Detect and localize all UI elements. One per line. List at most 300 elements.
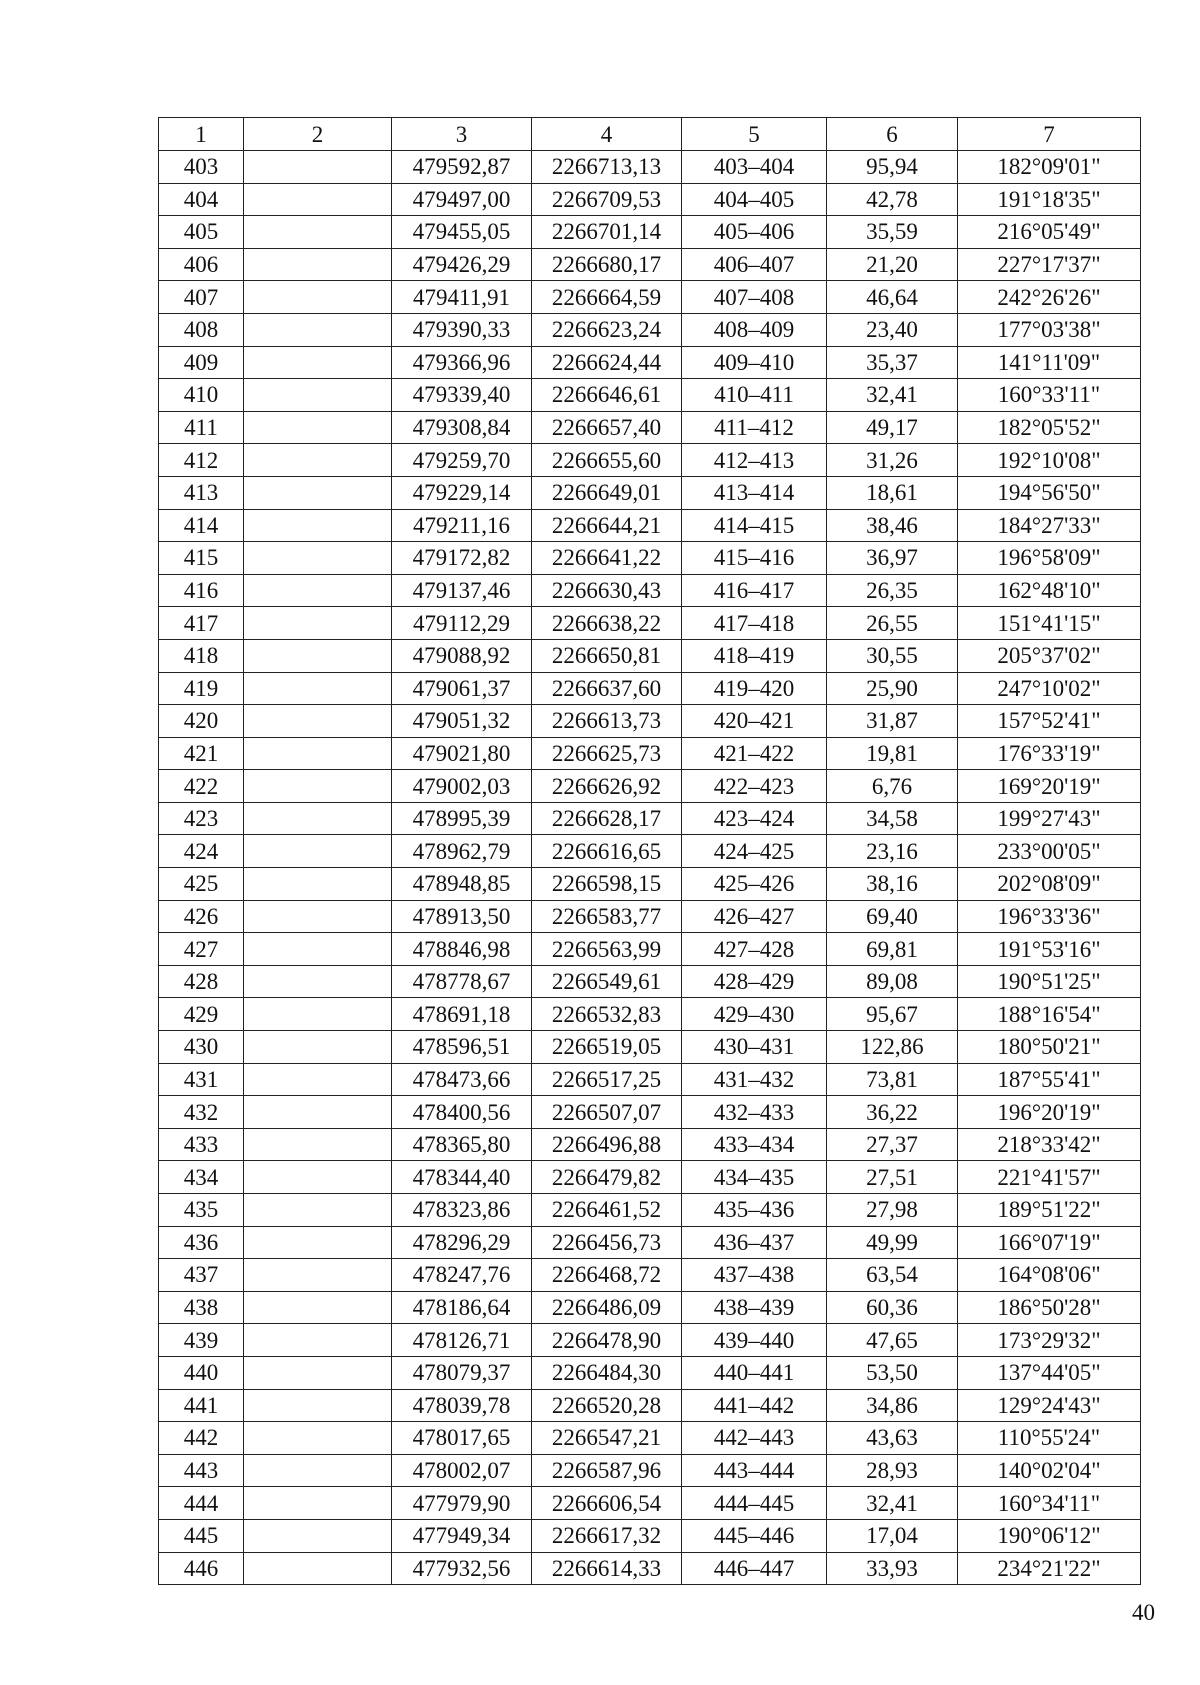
table-cell-col-2 (244, 476, 392, 509)
table-cell-col-6: 42,78 (827, 183, 958, 216)
table-cell-col-2 (244, 802, 392, 835)
table-cell-col-2 (244, 737, 392, 770)
table-cell-col-7: 129°24'43" (958, 1389, 1141, 1422)
table-cell-col-5: 415–416 (682, 542, 827, 575)
table-cell-col-6: 26,55 (827, 607, 958, 640)
table-cell-col-7: 169°20'19" (958, 770, 1141, 803)
table-cell-col-1: 432 (159, 1096, 244, 1129)
table-row (159, 1454, 1141, 1487)
table-cell-col-5: 405–406 (682, 216, 827, 249)
table-cell-col-1: 427 (159, 933, 244, 966)
table-cell-col-5: 408–409 (682, 313, 827, 346)
table-cell-col-2 (244, 933, 392, 966)
table-cell-col-3: 478365,80 (392, 1128, 532, 1161)
table-cell-col-6: 31,26 (827, 444, 958, 477)
table-cell-col-1: 429 (159, 998, 244, 1031)
table-cell-col-3: 479411,91 (392, 281, 532, 314)
table-cell-col-3: 479592,87 (392, 151, 532, 184)
table-row (159, 1519, 1141, 1552)
table-cell-col-2 (244, 1487, 392, 1520)
table-cell-col-3: 479137,46 (392, 574, 532, 607)
table-cell-col-3: 477979,90 (392, 1487, 532, 1520)
table-cell-col-2 (244, 444, 392, 477)
table-cell-col-4: 2266713,13 (532, 151, 682, 184)
table-cell-col-7: 247°10'02" (958, 672, 1141, 705)
table-cell-col-4: 2266456,73 (532, 1226, 682, 1259)
table-cell-col-2 (244, 542, 392, 575)
table-row (159, 900, 1141, 933)
table-cell-col-7: 184°27'33" (958, 509, 1141, 542)
table-cell-col-7: 190°06'12" (958, 1519, 1141, 1552)
table-cell-col-2 (244, 607, 392, 640)
table-row (159, 1194, 1141, 1227)
table-cell-col-2 (244, 1519, 392, 1552)
table-cell-col-2 (244, 672, 392, 705)
table-cell-col-4: 2266613,73 (532, 705, 682, 738)
table-cell-col-5: 422–423 (682, 770, 827, 803)
table-cell-col-5: 446–447 (682, 1552, 827, 1585)
table-cell-col-7: 177°03'38" (958, 313, 1141, 346)
table-cell-col-7: 162°48'10" (958, 574, 1141, 607)
table-cell-col-1: 445 (159, 1519, 244, 1552)
table-cell-col-7: 196°33'36" (958, 900, 1141, 933)
table-cell-col-6: 17,04 (827, 1519, 958, 1552)
table-cell-col-5: 419–420 (682, 672, 827, 705)
column-header-1: 1 (159, 118, 244, 151)
table-cell-col-5: 418–419 (682, 639, 827, 672)
column-header-3: 3 (392, 118, 532, 151)
table-row (159, 802, 1141, 835)
table-cell-col-5: 409–410 (682, 346, 827, 379)
table-cell-col-3: 478913,50 (392, 900, 532, 933)
table-cell-col-2 (244, 509, 392, 542)
table-cell-col-7: 137°44'05" (958, 1356, 1141, 1389)
table-cell-col-7: 191°53'16" (958, 933, 1141, 966)
table-cell-col-6: 31,87 (827, 705, 958, 738)
table-cell-col-4: 2266625,73 (532, 737, 682, 770)
table-cell-col-6: 33,93 (827, 1552, 958, 1585)
table-cell-col-4: 2266468,72 (532, 1259, 682, 1292)
table-row (159, 444, 1141, 477)
table-cell-col-6: 43,63 (827, 1422, 958, 1455)
table-cell-col-3: 478039,78 (392, 1389, 532, 1422)
table-cell-col-4: 2266547,21 (532, 1422, 682, 1455)
table-cell-col-7: 173°29'32" (958, 1324, 1141, 1357)
table-cell-col-1: 421 (159, 737, 244, 770)
table-cell-col-1: 407 (159, 281, 244, 314)
table-cell-col-4: 2266520,28 (532, 1389, 682, 1422)
table-cell-col-5: 433–434 (682, 1128, 827, 1161)
table-cell-col-5: 445–446 (682, 1519, 827, 1552)
table-cell-col-6: 34,86 (827, 1389, 958, 1422)
table-cell-col-5: 420–421 (682, 705, 827, 738)
table-cell-col-1: 418 (159, 639, 244, 672)
table-cell-col-6: 18,61 (827, 476, 958, 509)
table-cell-col-4: 2266549,61 (532, 965, 682, 998)
table-cell-col-2 (244, 1324, 392, 1357)
table-cell-col-7: 227°17'37" (958, 248, 1141, 281)
table-cell-col-1: 435 (159, 1194, 244, 1227)
table-cell-col-2 (244, 1161, 392, 1194)
table-cell-col-7: 141°11'09" (958, 346, 1141, 379)
table-row (159, 835, 1141, 868)
table-cell-col-6: 23,16 (827, 835, 958, 868)
table-cell-col-1: 439 (159, 1324, 244, 1357)
table-cell-col-4: 2266637,60 (532, 672, 682, 705)
table-cell-col-3: 479061,37 (392, 672, 532, 705)
table-cell-col-7: 166°07'19" (958, 1226, 1141, 1259)
table-cell-col-2 (244, 1031, 392, 1064)
table-cell-col-3: 479002,03 (392, 770, 532, 803)
table-row (159, 216, 1141, 249)
table-cell-col-6: 122,86 (827, 1031, 958, 1064)
table-cell-col-6: 6,76 (827, 770, 958, 803)
table-cell-col-6: 38,46 (827, 509, 958, 542)
table-row (159, 639, 1141, 672)
table-cell-col-6: 23,40 (827, 313, 958, 346)
table-cell-col-1: 431 (159, 1063, 244, 1096)
table-cell-col-6: 25,90 (827, 672, 958, 705)
table-cell-col-2 (244, 1291, 392, 1324)
table-cell-col-6: 46,64 (827, 281, 958, 314)
table-cell-col-2 (244, 248, 392, 281)
table-cell-col-6: 36,97 (827, 542, 958, 575)
table-cell-col-4: 2266532,83 (532, 998, 682, 1031)
table-cell-col-4: 2266624,44 (532, 346, 682, 379)
table-cell-col-6: 47,65 (827, 1324, 958, 1357)
table-cell-col-2 (244, 705, 392, 738)
table-cell-col-5: 406–407 (682, 248, 827, 281)
table-cell-col-6: 89,08 (827, 965, 958, 998)
table-cell-col-7: 233°00'05" (958, 835, 1141, 868)
table-cell-col-3: 478846,98 (392, 933, 532, 966)
table-cell-col-2 (244, 639, 392, 672)
table-cell-col-6: 63,54 (827, 1259, 958, 1292)
table-cell-col-2 (244, 1128, 392, 1161)
table-cell-col-5: 407–408 (682, 281, 827, 314)
table-row (159, 346, 1141, 379)
table-cell-col-5: 443–444 (682, 1454, 827, 1487)
table-cell-col-4: 2266650,81 (532, 639, 682, 672)
table-cell-col-5: 416–417 (682, 574, 827, 607)
table-cell-col-3: 479051,32 (392, 705, 532, 738)
table-cell-col-4: 2266644,21 (532, 509, 682, 542)
table-cell-col-1: 419 (159, 672, 244, 705)
table-cell-col-7: 199°27'43" (958, 802, 1141, 835)
table-cell-col-4: 2266655,60 (532, 444, 682, 477)
table-cell-col-1: 433 (159, 1128, 244, 1161)
table-cell-col-1: 403 (159, 151, 244, 184)
table-cell-col-1: 443 (159, 1454, 244, 1487)
table-cell-col-1: 415 (159, 542, 244, 575)
table-cell-col-6: 49,17 (827, 411, 958, 444)
table-cell-col-3: 478323,86 (392, 1194, 532, 1227)
table-cell-col-4: 2266507,07 (532, 1096, 682, 1129)
table-cell-col-4: 2266484,30 (532, 1356, 682, 1389)
table-cell-col-7: 196°20'19" (958, 1096, 1141, 1129)
table-row (159, 1389, 1141, 1422)
table-cell-col-1: 428 (159, 965, 244, 998)
table-row (159, 1128, 1141, 1161)
table-row (159, 1226, 1141, 1259)
table-cell-col-4: 2266606,54 (532, 1487, 682, 1520)
table-cell-col-6: 21,20 (827, 248, 958, 281)
table-cell-col-2 (244, 411, 392, 444)
table-cell-col-3: 479112,29 (392, 607, 532, 640)
table-cell-col-5: 444–445 (682, 1487, 827, 1520)
table-cell-col-5: 437–438 (682, 1259, 827, 1292)
table-row (159, 965, 1141, 998)
table-cell-col-3: 478473,66 (392, 1063, 532, 1096)
table-row (159, 1422, 1141, 1455)
table-cell-col-6: 27,37 (827, 1128, 958, 1161)
table-cell-col-6: 60,36 (827, 1291, 958, 1324)
table-cell-col-2 (244, 965, 392, 998)
table-cell-col-2 (244, 998, 392, 1031)
table-row (159, 868, 1141, 901)
table-cell-col-3: 479021,80 (392, 737, 532, 770)
table-cell-col-1: 405 (159, 216, 244, 249)
table-cell-col-1: 436 (159, 1226, 244, 1259)
table-cell-col-6: 95,67 (827, 998, 958, 1031)
table-cell-col-4: 2266587,96 (532, 1454, 682, 1487)
table-row (159, 574, 1141, 607)
table-header-row (159, 118, 1141, 151)
table-cell-col-7: 221°41'57" (958, 1161, 1141, 1194)
table-row (159, 1291, 1141, 1324)
table-cell-col-1: 442 (159, 1422, 244, 1455)
table-cell-col-5: 413–414 (682, 476, 827, 509)
table-cell-col-2 (244, 313, 392, 346)
table-cell-col-4: 2266630,43 (532, 574, 682, 607)
table-cell-col-5: 410–411 (682, 379, 827, 412)
table-row (159, 281, 1141, 314)
table-cell-col-1: 413 (159, 476, 244, 509)
table-cell-col-6: 38,16 (827, 868, 958, 901)
table-cell-col-7: 186°50'28" (958, 1291, 1141, 1324)
table-cell-col-6: 69,81 (827, 933, 958, 966)
table-cell-col-4: 2266701,14 (532, 216, 682, 249)
table-cell-col-3: 479339,40 (392, 379, 532, 412)
table-cell-col-3: 478247,76 (392, 1259, 532, 1292)
table-cell-col-4: 2266617,32 (532, 1519, 682, 1552)
table-cell-col-4: 2266623,24 (532, 313, 682, 346)
table-row (159, 411, 1141, 444)
table-cell-col-6: 35,37 (827, 346, 958, 379)
table-cell-col-3: 479211,16 (392, 509, 532, 542)
table-cell-col-5: 417–418 (682, 607, 827, 640)
table-cell-col-7: 205°37'02" (958, 639, 1141, 672)
table-cell-col-5: 434–435 (682, 1161, 827, 1194)
table-cell-col-7: 190°51'25" (958, 965, 1141, 998)
table-cell-col-7: 160°34'11" (958, 1487, 1141, 1520)
table-cell-col-3: 478002,07 (392, 1454, 532, 1487)
table-cell-col-1: 440 (159, 1356, 244, 1389)
table-cell-col-3: 479259,70 (392, 444, 532, 477)
table-cell-col-1: 434 (159, 1161, 244, 1194)
table-cell-col-2 (244, 1422, 392, 1455)
table-cell-col-1: 417 (159, 607, 244, 640)
table-cell-col-1: 414 (159, 509, 244, 542)
column-header-4: 4 (532, 118, 682, 151)
table-row (159, 509, 1141, 542)
table-cell-col-7: 182°05'52" (958, 411, 1141, 444)
table-cell-col-3: 479426,29 (392, 248, 532, 281)
table-cell-col-2 (244, 1226, 392, 1259)
table-cell-col-5: 438–439 (682, 1291, 827, 1324)
table-cell-col-5: 439–440 (682, 1324, 827, 1357)
table-row (159, 672, 1141, 705)
table-cell-col-2 (244, 1389, 392, 1422)
table-cell-col-6: 35,59 (827, 216, 958, 249)
table-cell-col-6: 27,51 (827, 1161, 958, 1194)
table-cell-col-6: 19,81 (827, 737, 958, 770)
table-cell-col-1: 412 (159, 444, 244, 477)
coordinates-table (158, 117, 1141, 1585)
table-cell-col-4: 2266598,15 (532, 868, 682, 901)
table-cell-col-3: 478079,37 (392, 1356, 532, 1389)
table-cell-col-1: 406 (159, 248, 244, 281)
table-cell-col-1: 426 (159, 900, 244, 933)
table-cell-col-5: 414–415 (682, 509, 827, 542)
table-cell-col-2 (244, 1063, 392, 1096)
table-cell-col-4: 2266616,65 (532, 835, 682, 868)
table-cell-col-7: 188°16'54" (958, 998, 1141, 1031)
table-cell-col-7: 176°33'19" (958, 737, 1141, 770)
table-cell-col-3: 479366,96 (392, 346, 532, 379)
column-header-5: 5 (682, 118, 827, 151)
table-row (159, 998, 1141, 1031)
table-cell-col-3: 479229,14 (392, 476, 532, 509)
table-cell-col-6: 26,35 (827, 574, 958, 607)
table-cell-col-3: 477932,56 (392, 1552, 532, 1585)
table-cell-col-7: 216°05'49" (958, 216, 1141, 249)
table-cell-col-2 (244, 1096, 392, 1129)
table-row (159, 476, 1141, 509)
table-cell-col-7: 182°09'01" (958, 151, 1141, 184)
table-row (159, 737, 1141, 770)
table-cell-col-3: 478948,85 (392, 868, 532, 901)
table-cell-col-3: 478691,18 (392, 998, 532, 1031)
table-cell-col-3: 478596,51 (392, 1031, 532, 1064)
table-cell-col-4: 2266496,88 (532, 1128, 682, 1161)
table-cell-col-7: 140°02'04" (958, 1454, 1141, 1487)
table-cell-col-4: 2266517,25 (532, 1063, 682, 1096)
table-cell-col-2 (244, 900, 392, 933)
table-cell-col-5: 411–412 (682, 411, 827, 444)
table-cell-col-1: 430 (159, 1031, 244, 1064)
table-cell-col-4: 2266628,17 (532, 802, 682, 835)
table-cell-col-4: 2266646,61 (532, 379, 682, 412)
table-cell-col-4: 2266479,82 (532, 1161, 682, 1194)
table-row (159, 1063, 1141, 1096)
table-cell-col-4: 2266680,17 (532, 248, 682, 281)
table-row (159, 1356, 1141, 1389)
table-cell-col-3: 478995,39 (392, 802, 532, 835)
table-cell-col-4: 2266641,22 (532, 542, 682, 575)
table-cell-col-3: 479308,84 (392, 411, 532, 444)
table-cell-col-7: 157°52'41" (958, 705, 1141, 738)
table-cell-col-5: 427–428 (682, 933, 827, 966)
table-cell-col-4: 2266626,92 (532, 770, 682, 803)
table-cell-col-1: 425 (159, 868, 244, 901)
table-cell-col-4: 2266461,52 (532, 1194, 682, 1227)
table-cell-col-6: 30,55 (827, 639, 958, 672)
table-cell-col-7: 160°33'11" (958, 379, 1141, 412)
table-cell-col-6: 32,41 (827, 1487, 958, 1520)
table-cell-col-5: 435–436 (682, 1194, 827, 1227)
table-row (159, 151, 1141, 184)
table-cell-col-4: 2266614,33 (532, 1552, 682, 1585)
table-cell-col-2 (244, 216, 392, 249)
table-cell-col-1: 437 (159, 1259, 244, 1292)
table-cell-col-5: 421–422 (682, 737, 827, 770)
table-cell-col-2 (244, 835, 392, 868)
table-cell-col-1: 446 (159, 1552, 244, 1585)
table-cell-col-7: 164°08'06" (958, 1259, 1141, 1292)
table-cell-col-1: 416 (159, 574, 244, 607)
table-cell-col-6: 27,98 (827, 1194, 958, 1227)
table-row (159, 1487, 1141, 1520)
table-cell-col-5: 432–433 (682, 1096, 827, 1129)
table-cell-col-5: 403–404 (682, 151, 827, 184)
table-cell-col-7: 234°21'22" (958, 1552, 1141, 1585)
table-cell-col-5: 428–429 (682, 965, 827, 998)
table-cell-col-5: 424–425 (682, 835, 827, 868)
table-cell-col-6: 32,41 (827, 379, 958, 412)
table-cell-col-4: 2266519,05 (532, 1031, 682, 1064)
table-cell-col-7: 202°08'09" (958, 868, 1141, 901)
table-cell-col-3: 478296,29 (392, 1226, 532, 1259)
table-cell-col-5: 423–424 (682, 802, 827, 835)
table-cell-col-4: 2266478,90 (532, 1324, 682, 1357)
table-cell-col-6: 28,93 (827, 1454, 958, 1487)
table-cell-col-6: 36,22 (827, 1096, 958, 1129)
column-header-7: 7 (958, 118, 1141, 151)
table-row (159, 248, 1141, 281)
table-cell-col-2 (244, 1194, 392, 1227)
table-cell-col-4: 2266583,77 (532, 900, 682, 933)
table-cell-col-1: 424 (159, 835, 244, 868)
table-row (159, 542, 1141, 575)
table-cell-col-5: 412–413 (682, 444, 827, 477)
table-cell-col-2 (244, 1454, 392, 1487)
table-cell-col-2 (244, 1356, 392, 1389)
table-row (159, 607, 1141, 640)
table-cell-col-5: 431–432 (682, 1063, 827, 1096)
table-row (159, 933, 1141, 966)
table-cell-col-2 (244, 770, 392, 803)
table-cell-col-5: 440–441 (682, 1356, 827, 1389)
page-number: 40 (1132, 1600, 1155, 1625)
table-row (159, 705, 1141, 738)
table-cell-col-3: 478186,64 (392, 1291, 532, 1324)
table-cell-col-6: 69,40 (827, 900, 958, 933)
table-cell-col-1: 410 (159, 379, 244, 412)
table-cell-col-3: 479088,92 (392, 639, 532, 672)
table-cell-col-2 (244, 868, 392, 901)
column-header-6: 6 (827, 118, 958, 151)
table-cell-col-2 (244, 151, 392, 184)
table-row (159, 1031, 1141, 1064)
table-cell-col-7: 194°56'50" (958, 476, 1141, 509)
table-row (159, 1259, 1141, 1292)
column-header-2: 2 (244, 118, 392, 151)
table-cell-col-4: 2266638,22 (532, 607, 682, 640)
table-cell-col-3: 478400,56 (392, 1096, 532, 1129)
table-cell-col-3: 477949,34 (392, 1519, 532, 1552)
table-row (159, 1324, 1141, 1357)
